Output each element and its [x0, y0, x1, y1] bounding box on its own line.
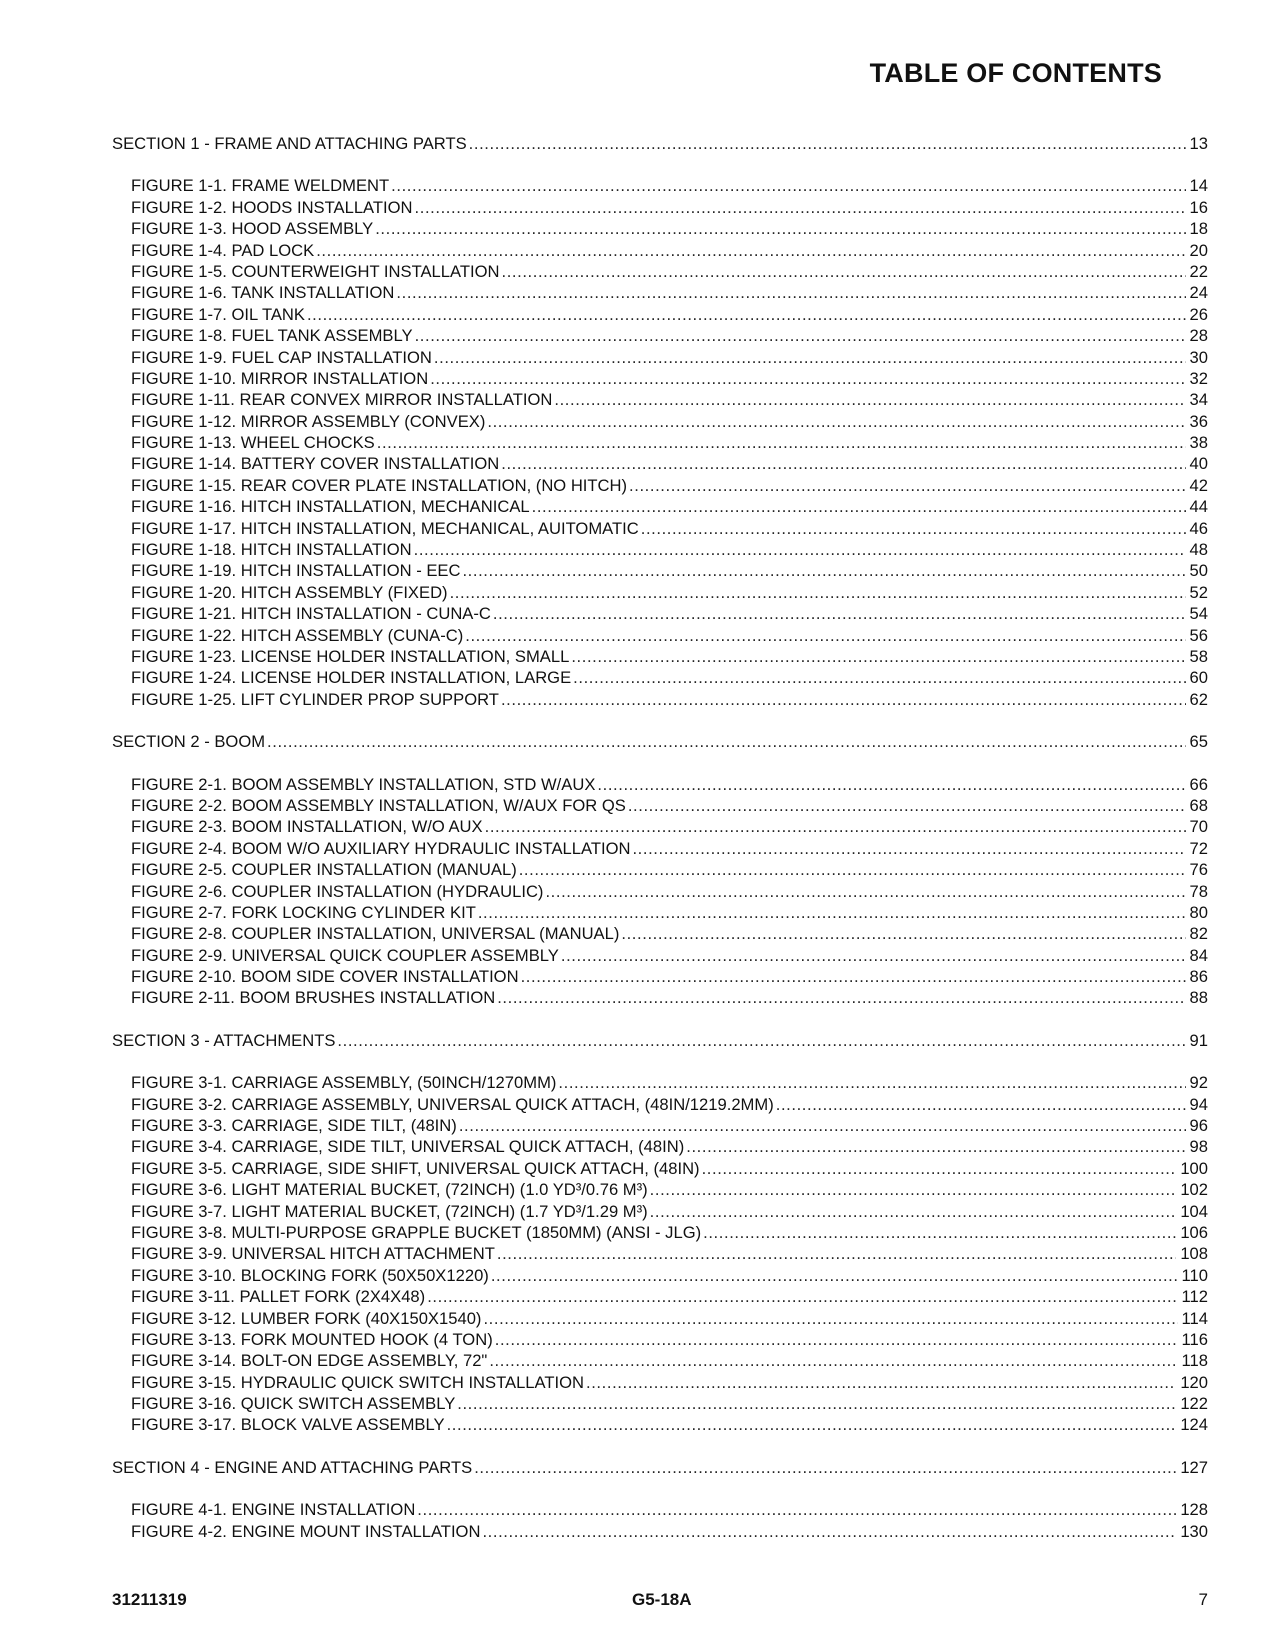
toc-entry-title: FIGURE 1-23. LICENSE HOLDER INSTALLATION, SMALL	[131, 646, 570, 666]
toc-entry-title: FIGURE 1-4. PAD LOCK	[131, 240, 315, 260]
toc-entry-title: FIGURE 3-16. QUICK SWITCH ASSEMBLY	[131, 1394, 456, 1414]
dot-leader	[573, 667, 1185, 688]
dot-leader	[462, 560, 1185, 581]
toc-figure-entry[interactable]	[112, 539, 1208, 560]
toc-figure-entry[interactable]	[112, 560, 1208, 581]
toc-section-entry[interactable]	[112, 731, 1208, 752]
dot-leader	[597, 774, 1185, 795]
toc-entry-title: FIGURE 1-12. MIRROR ASSEMBLY (CONVEX)	[131, 411, 486, 431]
dot-leader	[430, 368, 1185, 389]
toc-figure-entry[interactable]	[112, 923, 1208, 944]
toc-entry-title: FIGURE 3-14. BOLT-ON EDGE ASSEMBLY, 72"	[131, 1351, 488, 1371]
toc-figure-entry[interactable]	[112, 902, 1208, 923]
toc-entry-page: 94	[1189, 1094, 1208, 1114]
toc-entry-title: FIGURE 3-4. CARRIAGE, SIDE TILT, UNIVERSAL QUICK ATTACH, (48IN)	[131, 1137, 685, 1157]
toc-figure-entry[interactable]	[112, 1286, 1208, 1307]
toc-entry-title: FIGURE 1-3. HOOD ASSEMBLY	[131, 219, 374, 239]
toc-figure-entry[interactable]	[112, 838, 1208, 859]
toc-entry-page: 32	[1189, 368, 1208, 388]
dot-leader	[497, 1243, 1176, 1264]
toc-entry-page: 13	[1189, 134, 1208, 153]
toc-entry-page: 42	[1189, 475, 1208, 495]
page-footer	[112, 1590, 1208, 1614]
toc-figure-entry[interactable]	[112, 496, 1208, 517]
dot-leader	[427, 1286, 1177, 1307]
toc-figure-entry[interactable]	[112, 603, 1208, 624]
toc-figure-entry[interactable]	[112, 453, 1208, 474]
dot-leader	[316, 240, 1185, 261]
dot-leader	[447, 1414, 1177, 1435]
toc-figure-entry[interactable]	[112, 987, 1208, 1008]
toc-entry-page: 40	[1189, 454, 1208, 474]
toc-figure-entry[interactable]	[112, 1329, 1208, 1350]
toc-figure-entry[interactable]	[112, 1115, 1208, 1136]
toc-entry-title: FIGURE 3-6. LIGHT MATERIAL BUCKET, (72INCH) (1.0 YD³/0.76 M³)	[131, 1180, 648, 1200]
toc-figure-entry[interactable]	[112, 1414, 1208, 1435]
toc-entry-page: 34	[1189, 390, 1208, 410]
toc-figure-entry[interactable]	[112, 240, 1208, 261]
dot-leader	[482, 1521, 1176, 1542]
toc-figure-entry[interactable]	[112, 1222, 1208, 1243]
dot-leader	[686, 1136, 1185, 1157]
dot-leader	[434, 347, 1186, 368]
toc-figure-entry[interactable]	[112, 945, 1208, 966]
dot-leader	[571, 646, 1185, 667]
dot-leader	[414, 539, 1186, 560]
toc-section-entry[interactable]	[112, 1457, 1208, 1478]
toc-entry-page: 104	[1180, 1201, 1208, 1221]
toc-entry-title: FIGURE 3-12. LUMBER FORK (40X150X1540)	[131, 1308, 482, 1328]
dot-leader	[554, 389, 1185, 410]
toc-figure-entry[interactable]	[112, 582, 1208, 603]
toc-entry-title: FIGURE 3-11. PALLET FORK (2X4X48)	[131, 1287, 426, 1307]
dot-leader	[532, 496, 1186, 517]
toc-entry-title: FIGURE 1-14. BATTERY COVER INSTALLATION	[131, 454, 500, 474]
dot-leader	[703, 1222, 1176, 1243]
toc-entry-page: 16	[1189, 197, 1208, 217]
toc-entry-title: FIGURE 1-7. OIL TANK	[131, 304, 305, 324]
toc-entry-page: 38	[1189, 433, 1208, 453]
dot-leader	[483, 1308, 1177, 1329]
toc-entry-page: 118	[1181, 1351, 1208, 1371]
toc-entry-title: FIGURE 3-3. CARRIAGE, SIDE TILT, (48IN)	[131, 1116, 457, 1136]
dot-leader	[501, 453, 1185, 474]
toc-entry-title: FIGURE 3-17. BLOCK VALVE ASSEMBLY	[131, 1415, 445, 1435]
dot-leader	[702, 1158, 1177, 1179]
toc-figure-entry[interactable]	[112, 347, 1208, 368]
toc-entry-page: 108	[1180, 1244, 1208, 1264]
dot-leader	[501, 689, 1186, 710]
toc-entry-title: FIGURE 3-1. CARRIAGE ASSEMBLY, (50INCH/1270MM)	[131, 1073, 557, 1093]
toc-figure-entry[interactable]	[112, 625, 1208, 646]
toc-entry-title: FIGURE 1-5. COUNTERWEIGHT INSTALLATION	[131, 261, 500, 281]
toc-figure-entry[interactable]	[112, 1094, 1208, 1115]
dot-leader	[629, 475, 1185, 496]
toc-entry-title: FIGURE 4-1. ENGINE INSTALLATION	[131, 1500, 416, 1520]
toc-entry-page: 122	[1180, 1394, 1208, 1414]
toc-entry-page: 86	[1189, 967, 1208, 987]
toc-entry-page: 70	[1189, 817, 1208, 837]
toc-entry-title: FIGURE 2-5. COUPLER INSTALLATION (MANUAL)	[131, 860, 517, 880]
dot-leader	[377, 432, 1186, 453]
toc-entry-title: FIGURE 1-6. TANK INSTALLATION	[131, 283, 395, 303]
toc-figure-entry[interactable]	[112, 518, 1208, 539]
toc-entry-title: FIGURE 1-15. REAR COVER PLATE INSTALLATION, (NO HITCH)	[131, 475, 628, 495]
toc-entry-title: SECTION 1 - FRAME AND ATTACHING PARTS	[112, 134, 467, 153]
toc-figure-entry[interactable]	[112, 667, 1208, 688]
toc-entry-title: FIGURE 3-15. HYDRAULIC QUICK SWITCH INSTALLATION	[131, 1372, 585, 1392]
toc-entry-title: FIGURE 1-18. HITCH INSTALLATION	[131, 540, 412, 560]
toc-entry-title: FIGURE 3-5. CARRIAGE, SIDE SHIFT, UNIVERSAL QUICK ATTACH, (48IN)	[131, 1158, 700, 1178]
dot-leader	[485, 816, 1186, 837]
toc-entry-title: FIGURE 1-9. FUEL CAP INSTALLATION	[131, 347, 432, 367]
toc-entry-page: 114	[1181, 1308, 1208, 1328]
toc-figure-entry[interactable]	[112, 1499, 1208, 1520]
toc-entry-page: 60	[1189, 668, 1208, 688]
toc-figure-entry[interactable]	[112, 1072, 1208, 1093]
toc-entry-page: 58	[1189, 646, 1208, 666]
toc-entry-title: FIGURE 1-25. LIFT CYLINDER PROP SUPPORT	[131, 689, 499, 709]
toc-entry-page: 127	[1180, 1457, 1208, 1477]
dot-leader	[267, 731, 1185, 752]
toc-entry-page: 54	[1189, 604, 1208, 624]
dot-leader	[337, 1030, 1185, 1051]
dot-leader	[650, 1179, 1177, 1200]
toc-entry-page: 130	[1180, 1521, 1208, 1541]
toc-entry-title: FIGURE 3-2. CARRIAGE ASSEMBLY, UNIVERSAL QUICK ATTACH, (48IN/1219.2MM)	[131, 1094, 774, 1114]
toc-entry-title: FIGURE 1-10. MIRROR INSTALLATION	[131, 368, 429, 388]
dot-leader	[457, 1393, 1176, 1414]
page-title: TABLE OF CONTENTS	[869, 58, 1162, 88]
toc-figure-entry[interactable]	[112, 1136, 1208, 1157]
dot-leader	[545, 881, 1185, 902]
toc-entry-page: 88	[1189, 988, 1208, 1008]
toc-entry-page: 36	[1189, 411, 1208, 431]
toc-figure-entry[interactable]	[112, 1158, 1208, 1179]
dot-leader	[495, 1329, 1178, 1350]
dot-leader	[628, 795, 1186, 816]
toc-entry-page: 91	[1189, 1030, 1208, 1050]
toc-figure-entry[interactable]	[112, 261, 1208, 282]
dot-leader	[391, 175, 1185, 196]
dot-leader	[650, 1201, 1177, 1222]
toc-figure-entry[interactable]	[112, 1243, 1208, 1264]
toc-entry-page: 44	[1189, 497, 1208, 517]
toc-figure-entry[interactable]	[112, 218, 1208, 239]
toc-figure-entry[interactable]	[112, 966, 1208, 987]
toc-entry-page: 65	[1189, 732, 1208, 752]
toc-entry-title: FIGURE 1-22. HITCH ASSEMBLY (CUNA-C)	[131, 625, 464, 645]
dot-leader	[474, 1457, 1176, 1478]
toc-figure-entry[interactable]	[112, 1393, 1208, 1414]
toc-figure-entry[interactable]	[112, 282, 1208, 303]
toc-entry-title: FIGURE 1-2. HOODS INSTALLATION	[131, 197, 413, 217]
toc-entry-page: 82	[1189, 924, 1208, 944]
toc-figure-entry[interactable]	[112, 1372, 1208, 1393]
toc-entry-title: FIGURE 1-21. HITCH INSTALLATION - CUNA-C	[131, 604, 491, 624]
toc-entry-page: 28	[1189, 326, 1208, 346]
toc-entry-title: FIGURE 1-19. HITCH INSTALLATION - EEC	[131, 561, 461, 581]
toc-figure-entry[interactable]	[112, 389, 1208, 410]
toc-entry-page: 50	[1189, 561, 1208, 581]
toc-entry-title: FIGURE 2-4. BOOM W/O AUXILIARY HYDRAULIC INSTALLATION	[131, 838, 631, 858]
toc-figure-entry[interactable]	[112, 175, 1208, 196]
toc-figure-entry[interactable]	[112, 1179, 1208, 1200]
toc-entry-page: 100	[1180, 1158, 1208, 1178]
toc-entry-page: 22	[1189, 261, 1208, 281]
dot-leader	[450, 582, 1186, 603]
dot-leader	[465, 625, 1185, 646]
dot-leader	[561, 945, 1186, 966]
toc-entry-page: 96	[1189, 1116, 1208, 1136]
dot-leader	[491, 1265, 1178, 1286]
toc-entry-page: 106	[1180, 1222, 1208, 1242]
dot-leader	[489, 1350, 1177, 1371]
toc-entry-title: SECTION 2 - BOOM	[112, 732, 266, 752]
toc-entry-title: FIGURE 2-1. BOOM ASSEMBLY INSTALLATION, STD W/AUX	[131, 774, 596, 794]
dot-leader	[776, 1094, 1186, 1115]
toc-figure-entry[interactable]	[112, 859, 1208, 880]
toc-entry-title: FIGURE 3-9. UNIVERSAL HITCH ATTACHMENT	[131, 1244, 495, 1264]
toc-entry-page: 112	[1181, 1287, 1208, 1307]
toc-entry-title: FIGURE 1-20. HITCH ASSEMBLY (FIXED)	[131, 582, 448, 602]
toc-entry-page: 92	[1189, 1073, 1208, 1093]
dot-leader	[497, 987, 1185, 1008]
toc-entry-page: 14	[1189, 176, 1208, 196]
toc-entry-title: FIGURE 1-8. FUEL TANK ASSEMBLY	[131, 326, 413, 346]
toc-entry-title: FIGURE 3-8. MULTI-PURPOSE GRAPPLE BUCKET (1850MM) (ANSI - JLG)	[131, 1222, 702, 1242]
footer-model: G5-18A	[632, 1590, 692, 1609]
toc-figure-entry[interactable]	[112, 304, 1208, 325]
toc-entry-page: 18	[1189, 219, 1208, 239]
toc-entry-title: FIGURE 3-7. LIGHT MATERIAL BUCKET, (72INCH) (1.7 YD³/1.29 M³)	[131, 1201, 648, 1221]
toc-entry-page: 72	[1189, 838, 1208, 858]
toc-entry-page: 52	[1189, 582, 1208, 602]
toc-figure-entry[interactable]	[112, 197, 1208, 218]
toc-entry-title: FIGURE 1-24. LICENSE HOLDER INSTALLATION, LARGE	[131, 668, 572, 688]
dot-leader	[502, 261, 1186, 282]
toc-entry-title: FIGURE 4-2. ENGINE MOUNT INSTALLATION	[131, 1521, 481, 1541]
toc-entry-page: 68	[1189, 795, 1208, 815]
dot-leader	[469, 133, 1186, 154]
toc-entry-page: 98	[1189, 1137, 1208, 1157]
toc-entry-title: FIGURE 1-13. WHEEL CHOCKS	[131, 433, 375, 453]
toc-entry-page: 66	[1189, 774, 1208, 794]
toc-entry-title: FIGURE 3-13. FORK MOUNTED HOOK (4 TON)	[131, 1329, 493, 1349]
toc-entry-page: 24	[1189, 283, 1208, 303]
toc-entry-page: 48	[1189, 540, 1208, 560]
toc-figure-entry[interactable]	[112, 1265, 1208, 1286]
toc-figure-entry[interactable]	[112, 881, 1208, 902]
toc-entry-page: 30	[1189, 347, 1208, 367]
dot-leader	[632, 838, 1185, 859]
toc-entry-title: FIGURE 2-3. BOOM INSTALLATION, W/O AUX	[131, 817, 483, 837]
dot-leader	[417, 1499, 1176, 1520]
toc-entry-page: 84	[1189, 945, 1208, 965]
toc-figure-entry[interactable]	[112, 774, 1208, 795]
toc-entry-title: FIGURE 1-17. HITCH INSTALLATION, MECHANICAL, AUITOMATIC	[131, 518, 639, 538]
toc-entry-title: FIGURE 2-9. UNIVERSAL QUICK COUPLER ASSEMBLY	[131, 945, 559, 965]
toc-entry-page: 120	[1180, 1372, 1208, 1392]
toc-entry-page: 56	[1189, 625, 1208, 645]
dot-leader	[493, 603, 1186, 624]
dot-leader	[487, 411, 1185, 432]
toc-section-entry[interactable]	[112, 133, 1208, 154]
dot-leader	[521, 966, 1186, 987]
toc-entry-page: 26	[1189, 304, 1208, 324]
toc-entry-page: 124	[1180, 1415, 1208, 1435]
toc-figure-entry[interactable]	[112, 475, 1208, 496]
toc-figure-entry[interactable]	[112, 1521, 1208, 1542]
dot-leader	[558, 1072, 1185, 1093]
toc-figure-entry[interactable]	[112, 795, 1208, 816]
toc-figure-entry[interactable]	[112, 1350, 1208, 1371]
dot-leader	[519, 859, 1186, 880]
toc-figure-entry[interactable]	[112, 1308, 1208, 1329]
toc-entry-page: 80	[1189, 902, 1208, 922]
toc-figure-entry[interactable]	[112, 816, 1208, 837]
toc-entry-title: SECTION 3 - ATTACHMENTS	[112, 1030, 336, 1050]
dot-leader	[415, 325, 1186, 346]
toc-entry-title: FIGURE 2-6. COUPLER INSTALLATION (HYDRAULIC)	[131, 881, 544, 901]
toc-figure-entry[interactable]	[112, 689, 1208, 710]
toc-figure-entry[interactable]	[112, 432, 1208, 453]
toc-entry-title: FIGURE 3-10. BLOCKING FORK (50X50X1220)	[131, 1265, 489, 1285]
dot-leader	[415, 197, 1186, 218]
toc-entry-page: 110	[1181, 1265, 1208, 1285]
toc-entry-page: 76	[1189, 860, 1208, 880]
toc-figure-entry[interactable]	[112, 368, 1208, 389]
toc-section-entry[interactable]	[112, 1030, 1208, 1051]
toc-entry-title: FIGURE 1-1. FRAME WELDMENT	[131, 176, 390, 196]
dot-leader	[375, 218, 1185, 239]
dot-leader	[641, 518, 1186, 539]
toc-entry-title: FIGURE 2-7. FORK LOCKING CYLINDER KIT	[131, 902, 476, 922]
toc-entry-page: 20	[1189, 240, 1208, 260]
dot-leader	[478, 902, 1186, 923]
toc-entry-title: FIGURE 2-8. COUPLER INSTALLATION, UNIVERSAL (MANUAL)	[131, 924, 620, 944]
toc-entry-title: SECTION 4 - ENGINE AND ATTACHING PARTS	[112, 1457, 473, 1477]
toc-figure-entry[interactable]	[112, 646, 1208, 667]
toc-figure-entry[interactable]	[112, 325, 1208, 346]
footer-doc-number: 31211319	[112, 1590, 187, 1609]
toc-entry-title: FIGURE 2-2. BOOM ASSEMBLY INSTALLATION, W/AUX FOR QS	[131, 795, 626, 815]
toc-entry-page: 116	[1181, 1329, 1208, 1349]
footer-page-number: 7	[1198, 1590, 1208, 1609]
dot-leader	[396, 282, 1185, 303]
toc-entry-page: 78	[1189, 881, 1208, 901]
dot-leader	[459, 1115, 1186, 1136]
dot-leader	[307, 304, 1186, 325]
toc-entry-page: 46	[1189, 518, 1208, 538]
toc-entry-title: FIGURE 2-11. BOOM BRUSHES INSTALLATION	[131, 988, 496, 1008]
toc-entry-title: FIGURE 1-16. HITCH INSTALLATION, MECHANICAL	[131, 497, 530, 517]
toc-entry-title: FIGURE 2-10. BOOM SIDE COVER INSTALLATION	[131, 967, 519, 987]
dot-leader	[621, 923, 1185, 944]
toc-figure-entry[interactable]	[112, 411, 1208, 432]
toc-entry-page: 128	[1180, 1500, 1208, 1520]
table-of-contents	[112, 133, 1208, 1542]
toc-entry-page: 62	[1189, 689, 1208, 709]
dot-leader	[586, 1372, 1176, 1393]
toc-figure-entry[interactable]	[112, 1201, 1208, 1222]
toc-entry-title: FIGURE 1-11. REAR CONVEX MIRROR INSTALLATION	[131, 390, 553, 410]
toc-entry-page: 102	[1180, 1180, 1208, 1200]
